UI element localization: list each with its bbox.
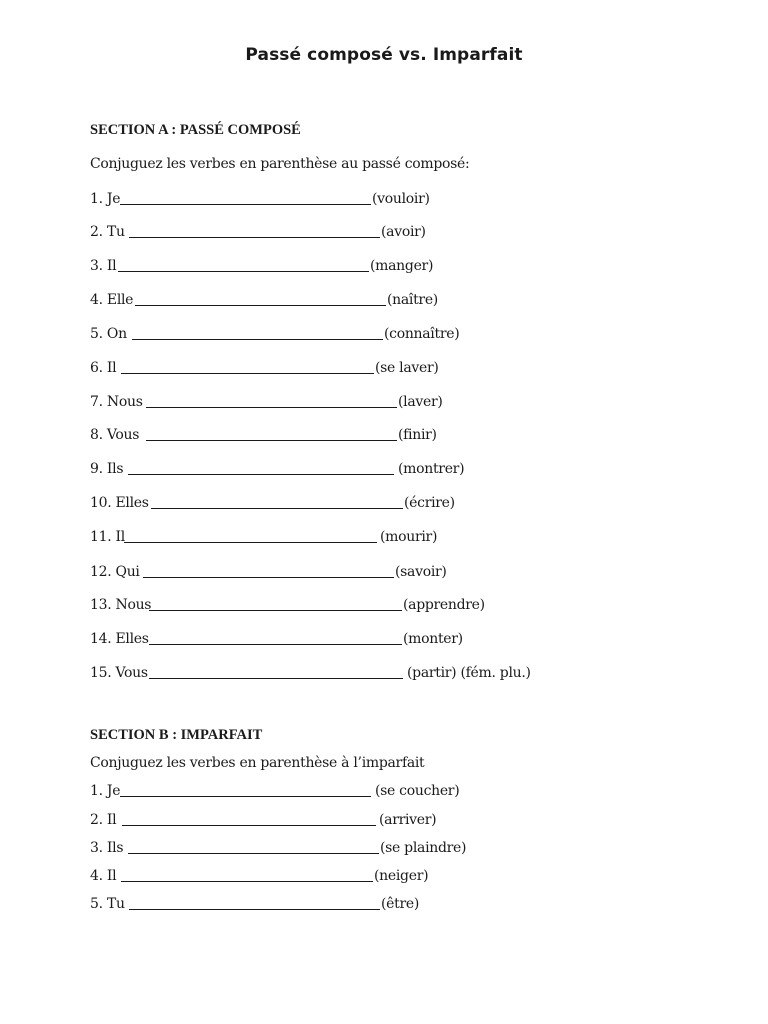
exercise-item-a12 (90, 562, 447, 582)
answer-blank[interactable] (120, 204, 371, 205)
item-verb: (laver) (398, 394, 443, 410)
item-verb: (se coucher) (375, 783, 460, 799)
item-label: 2. Tu (90, 224, 125, 240)
item-verb: (avoir) (381, 224, 426, 240)
item-label: 4. Elle (90, 292, 134, 308)
page-title: Passé composé vs. Imparfait (245, 45, 523, 65)
exercise-item-a14 (90, 629, 463, 649)
section-a-heading: SECTION A : PASSÉ COMPOSÉ (90, 122, 301, 138)
item-label: 13. Nous (90, 597, 152, 613)
item-verb: (arriver) (379, 812, 437, 828)
exercise-item-a10 (90, 493, 455, 513)
section-b-instruction: Conjuguez les verbes en parenthèse à l’imparfait (90, 755, 425, 771)
item-verb: (mourir) (380, 529, 438, 545)
item-verb: (finir) (398, 427, 437, 443)
exercise-item-b4 (90, 866, 429, 886)
item-label: 3. Il (90, 258, 117, 274)
answer-blank[interactable] (149, 644, 402, 645)
answer-blank[interactable] (149, 678, 403, 679)
answer-blank[interactable] (121, 881, 373, 882)
exercise-item-a3 (90, 256, 434, 276)
item-label: 8. Vous (90, 427, 140, 443)
item-verb: (monter) (403, 631, 463, 647)
exercise-item-b2 (90, 810, 437, 830)
exercise-item-a7 (90, 392, 443, 412)
answer-blank[interactable] (149, 610, 402, 611)
section-a-instruction: Conjuguez les verbes en parenthèse au passé composé: (90, 156, 470, 172)
item-label: 11. Il (90, 529, 125, 545)
answer-blank[interactable] (129, 237, 380, 238)
item-label: 3. Ils (90, 840, 124, 856)
item-label: 7. Nous (90, 394, 143, 410)
exercise-item-a11 (90, 527, 438, 547)
item-label: 6. Il (90, 360, 117, 376)
item-verb: (se plaindre) (380, 840, 467, 856)
answer-blank[interactable] (135, 305, 386, 306)
answer-blank[interactable] (128, 853, 379, 854)
answer-blank[interactable] (143, 577, 394, 578)
item-label: 1. Je (90, 191, 121, 207)
item-verb: (être) (381, 896, 420, 912)
item-label: 14. Elles (90, 631, 149, 647)
answer-blank[interactable] (146, 440, 397, 441)
exercise-item-a8 (90, 425, 437, 445)
exercise-item-a15 (90, 663, 531, 683)
item-label: 5. On (90, 326, 127, 342)
item-label: 12. Qui (90, 564, 140, 580)
item-verb: (vouloir) (372, 191, 430, 207)
item-label: 1. Je (90, 783, 121, 799)
answer-blank[interactable] (128, 474, 394, 475)
item-verb: (se laver) (375, 360, 439, 376)
item-verb: (manger) (370, 258, 434, 274)
exercise-item-b5 (90, 894, 420, 914)
exercise-item-a2 (90, 222, 426, 242)
item-label: 9. Ils (90, 461, 124, 477)
exercise-item-a4 (90, 290, 438, 310)
item-label: 5. Tu (90, 896, 125, 912)
item-label: 10. Elles (90, 495, 149, 511)
item-verb: (neiger) (374, 868, 429, 884)
exercise-item-a1 (90, 189, 430, 209)
answer-blank[interactable] (146, 407, 397, 408)
answer-blank[interactable] (151, 508, 403, 509)
exercise-item-a13 (90, 595, 485, 615)
answer-blank[interactable] (132, 339, 383, 340)
exercise-item-b1 (90, 781, 460, 801)
answer-blank[interactable] (129, 909, 380, 910)
exercise-item-b3 (90, 838, 467, 858)
section-b-heading: SECTION B : IMPARFAIT (90, 727, 263, 743)
item-verb: (naître) (387, 292, 438, 308)
item-verb: (savoir) (395, 564, 447, 580)
item-label: 2. Il (90, 812, 117, 828)
answer-blank[interactable] (122, 825, 376, 826)
item-verb: (montrer) (398, 461, 465, 477)
exercise-item-a9 (90, 459, 465, 479)
item-verb: (apprendre) (403, 597, 485, 613)
exercise-item-a5 (90, 324, 460, 344)
item-verb: (connaître) (384, 326, 460, 342)
item-label: 15. Vous (90, 665, 148, 681)
answer-blank[interactable] (121, 373, 374, 374)
item-verb: (partir) (fém. plu.) (407, 665, 531, 681)
answer-blank[interactable] (118, 271, 369, 272)
item-label: 4. Il (90, 868, 117, 884)
answer-blank[interactable] (120, 796, 371, 797)
exercise-item-a6 (90, 358, 439, 378)
answer-blank[interactable] (124, 542, 377, 543)
item-verb: (écrire) (404, 495, 455, 511)
